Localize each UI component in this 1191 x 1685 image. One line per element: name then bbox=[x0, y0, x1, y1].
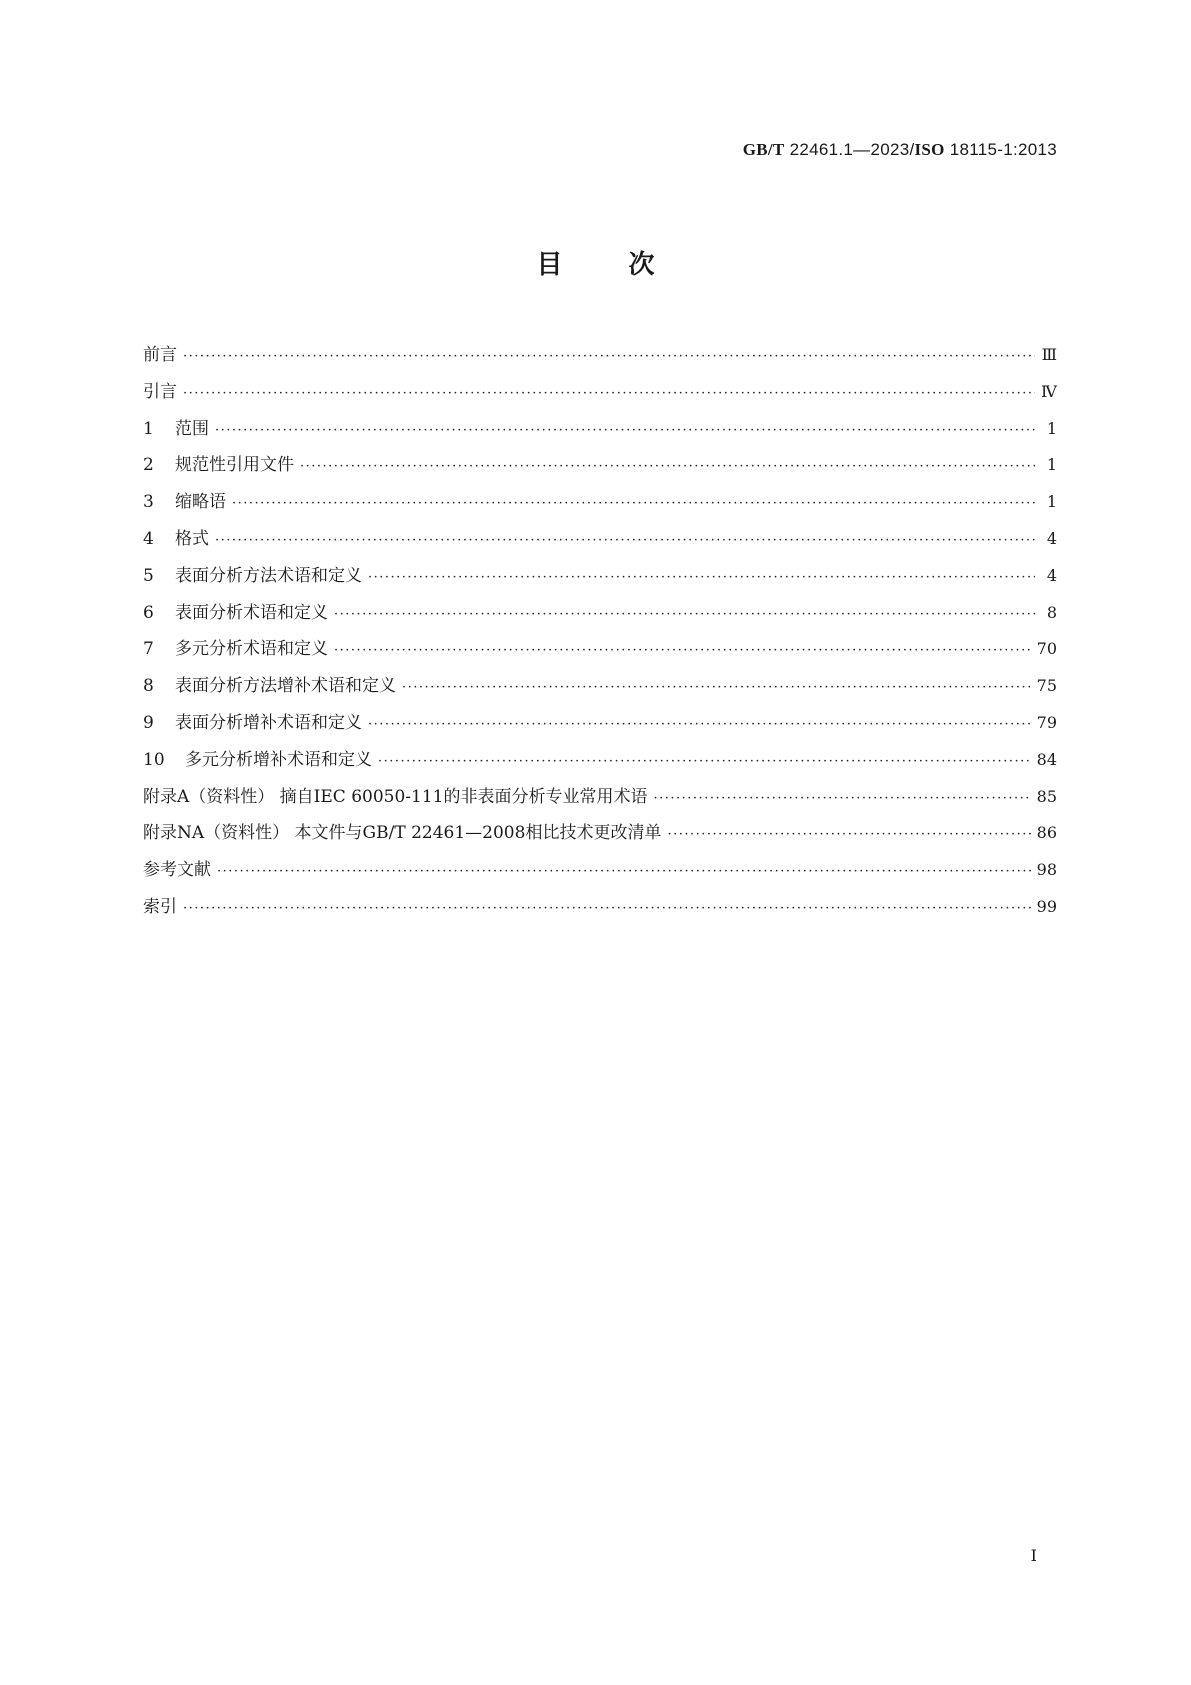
dot-leader bbox=[183, 901, 1031, 916]
toc-page-number: 79 bbox=[1036, 712, 1057, 732]
toc-entry[interactable] bbox=[143, 450, 1057, 487]
toc-entry[interactable] bbox=[143, 598, 1057, 635]
toc-entry[interactable] bbox=[143, 671, 1057, 708]
toc-entry[interactable] bbox=[143, 487, 1057, 524]
iso-number: 18115-1:2013 bbox=[944, 140, 1057, 159]
standard-number-header bbox=[743, 140, 1057, 160]
toc-entry[interactable] bbox=[143, 745, 1057, 782]
dot-leader bbox=[215, 533, 1035, 548]
dot-leader bbox=[183, 386, 1035, 401]
toc-label: 表面分析方法术语和定义 bbox=[175, 565, 362, 586]
toc-page-number: 98 bbox=[1036, 860, 1057, 880]
toc-page-number: 70 bbox=[1036, 639, 1057, 659]
dot-leader bbox=[232, 496, 1035, 511]
toc-entry[interactable] bbox=[143, 524, 1057, 561]
dot-leader bbox=[378, 754, 1031, 769]
toc-label: 多元分析术语和定义 bbox=[175, 639, 328, 660]
toc-page-number: 86 bbox=[1036, 823, 1057, 843]
toc-entry[interactable] bbox=[143, 782, 1057, 819]
toc-entry[interactable] bbox=[143, 892, 1057, 929]
dot-leader bbox=[334, 643, 1031, 658]
toc-entry[interactable] bbox=[143, 414, 1057, 451]
dot-leader bbox=[334, 607, 1035, 622]
toc-page-number: 1 bbox=[1046, 492, 1057, 512]
toc-label: 规范性引用文件 bbox=[175, 455, 294, 476]
toc-label: 缩略语 bbox=[175, 492, 226, 513]
toc-page-number: Ⅳ bbox=[1041, 381, 1057, 401]
toc-page-number: 85 bbox=[1036, 786, 1057, 806]
toc-entry[interactable] bbox=[143, 634, 1057, 671]
toc-section-number: 7 bbox=[143, 639, 154, 660]
toc-entry[interactable] bbox=[143, 561, 1057, 598]
toc-label: 表面分析方法增补术语和定义 bbox=[175, 676, 396, 697]
toc-label: 范围 bbox=[175, 418, 209, 439]
toc-page-number: Ⅲ bbox=[1041, 345, 1057, 364]
toc-section-number: 8 bbox=[143, 676, 154, 697]
dot-leader bbox=[215, 423, 1035, 438]
toc-page-number: 84 bbox=[1036, 749, 1057, 769]
toc-label: 附录A（资料性） 摘自IEC 60050-111的非表面分析专业常用术语 bbox=[143, 786, 648, 807]
toc-entry[interactable] bbox=[143, 708, 1057, 745]
page-title: 目次 bbox=[536, 250, 721, 280]
toc-label: 索引 bbox=[143, 896, 177, 917]
table-of-contents bbox=[143, 340, 1057, 929]
toc-section-number: 10 bbox=[143, 749, 165, 770]
toc-page-number: 99 bbox=[1036, 896, 1057, 916]
dot-leader bbox=[217, 864, 1031, 879]
toc-page-number: 1 bbox=[1046, 418, 1057, 438]
toc-label: 表面分析术语和定义 bbox=[175, 602, 328, 623]
toc-entry[interactable] bbox=[143, 818, 1057, 855]
toc-entry[interactable] bbox=[143, 855, 1057, 892]
standard-prefix: GB/T bbox=[742, 140, 785, 159]
toc-label: 附录NA（资料性） 本文件与GB/T 22461—2008相比技术更改清单 bbox=[143, 823, 662, 844]
toc-section-number: 4 bbox=[143, 528, 154, 549]
toc-page-number: 4 bbox=[1046, 565, 1057, 585]
dot-leader bbox=[368, 717, 1031, 732]
toc-label: 表面分析增补术语和定义 bbox=[175, 712, 362, 733]
toc-section-number: 9 bbox=[143, 712, 154, 733]
toc-page-number: 8 bbox=[1046, 602, 1057, 622]
iso-prefix: ISO bbox=[914, 140, 945, 159]
toc-label: 多元分析增补术语和定义 bbox=[185, 749, 372, 770]
dot-leader bbox=[300, 459, 1035, 474]
toc-entry[interactable] bbox=[143, 377, 1057, 414]
dot-leader bbox=[667, 827, 1030, 842]
toc-section-number: 1 bbox=[143, 418, 154, 439]
toc-section-number: 2 bbox=[143, 455, 154, 476]
toc-label: 参考文献 bbox=[143, 860, 211, 881]
dot-leader bbox=[368, 570, 1035, 585]
toc-section-number: 3 bbox=[143, 492, 154, 513]
page-number: Ⅰ bbox=[1030, 1546, 1037, 1565]
toc-label: 前言 bbox=[143, 345, 177, 365]
toc-section-number: 6 bbox=[143, 602, 154, 623]
dot-leader bbox=[183, 349, 1035, 364]
dot-leader bbox=[402, 680, 1031, 695]
toc-page-number: 4 bbox=[1046, 528, 1057, 548]
toc-section-number: 5 bbox=[143, 565, 154, 586]
toc-page-number: 1 bbox=[1046, 455, 1057, 475]
standard-number: 22461.1—2023/ bbox=[784, 140, 915, 159]
toc-label: 格式 bbox=[175, 528, 209, 549]
toc-entry[interactable] bbox=[143, 340, 1057, 377]
dot-leader bbox=[654, 791, 1031, 806]
toc-label: 引言 bbox=[143, 381, 177, 402]
toc-page-number: 75 bbox=[1036, 676, 1057, 696]
